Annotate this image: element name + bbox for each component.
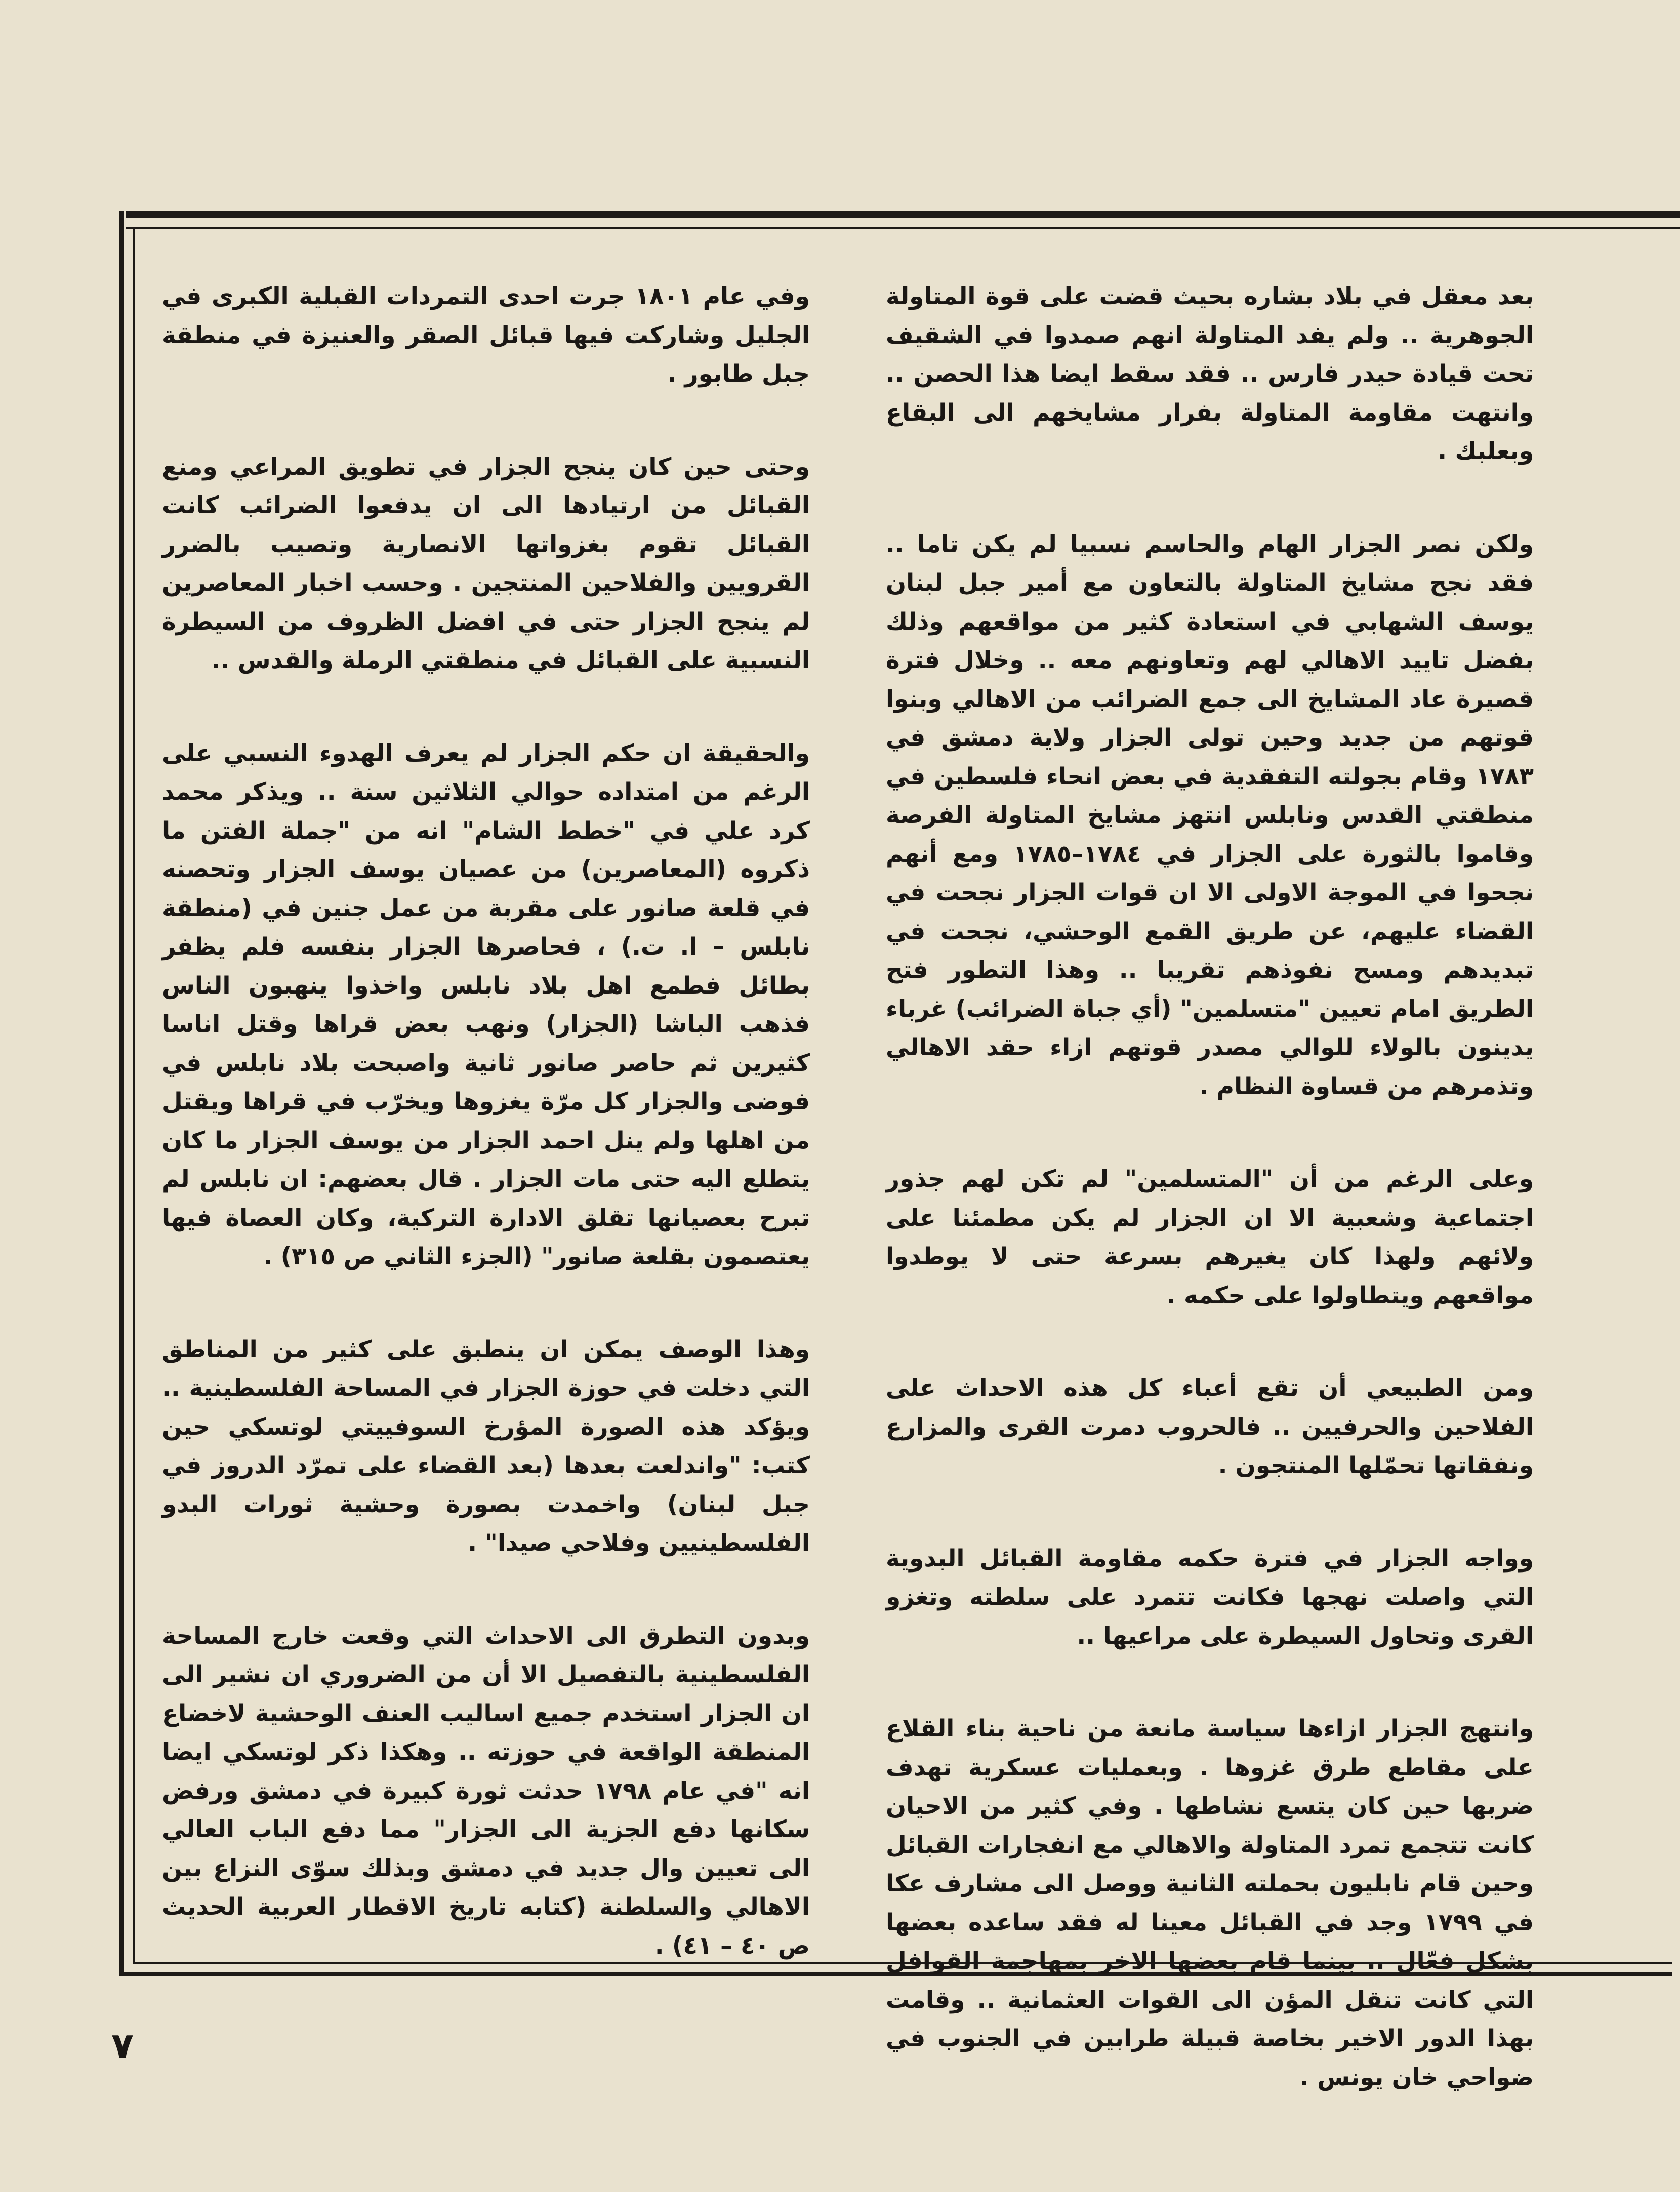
- paragraph: ولكن نصر الجزار الهام والحاسم نسبيا لم يكن تاما .. فقد نجح مشايخ المتاولة بالتعاون مع أمير جبل لبنان يوسف الشهابي في استعادة كثير من مواقعهم وذلك بفضل تاييد الاهالي لهم وتعاونهم معه .. وخلال فترة قصيرة عاد المشايخ الى جمع الضرائب من الاهالي وبنوا قوتهم من جديد وحين تولى الجزار ولاية دمشق في ١٧٨٣ وقام بجولته التفقدية في بعض انحاء فلسطين في منطقتي القدس ونابلس انتهز مشايخ المتاولة الفرصة وقاموا بالثورة على الجزار في ١٧٨٤–١٧٨٥ ومع أنهم نجحوا في الموجة الاولى الا ان قوات الجزار نجحت في القضاء عليهم، عن طريق القمع الوحشي، نجحت في تبديدهم ومسح نفوذهم تقريبا .. وهذا التطور فتح الطريق امام تعيين "متسلمين" (أي جباة الضرائب) غرباء يدينون بالولاء للوالي مصدر قوتهم ازاء حقد الاهالي وتذمرهم من قساوة النظام .: [886, 530, 1534, 1100]
- paragraph: وفي عام ١٨٠١ جرت احدى التمردات القبلية الكبرى في الجليل وشاركت فيها قبائل الصقر والعنيزة في منطقة جبل طابور .: [162, 282, 810, 388]
- paragraph: وواجه الجزار في فترة حكمه مقاومة القبائل البدوية التي واصلت نهجها فكانت تتمرد على سلطته وتغزو القرى وتحاول السيطرة على مراعيها ..: [886, 1544, 1534, 1650]
- article-column-right: [886, 277, 1534, 2097]
- paragraph: وهذا الوصف يمكن ان ينطبق على كثير من المناطق التي دخلت في حوزة الجزار في المساحة الفلسطينية .. ويؤكد هذه الصورة المؤرخ السوفييتي لوتسكي حين كتب: "واندلعت بعدها (بعد القضاء على تمرّد الدروز في جبل لبنان) واخمدت بصورة وحشية ثورات البدو الفلسطينيين وفلاحي صيدا" .: [162, 1335, 810, 1557]
- paragraph: ومن الطبيعي أن تقع أعباء كل هذه الاحداث على الفلاحين والحرفيين .. فالحروب دمرت القرى والمزارع ونفقاتها تحمّلها المنتجون .: [886, 1374, 1534, 1479]
- paragraph: وبدون التطرق الى الاحداث التي وقعت خارج المساحة الفلسطينية بالتفصيل الا أن من الضروري ان نشير الى ان الجزار استخدم جميع اساليب العنف الوحشية لاخضاع المنطقة الواقعة في حوزته .. وهكذا ذكر لوتسكي ايضا انه "في عام ١٧٩٨ حدثت ثورة كبيرة في دمشق ورفض سكانها دفع الجزية الى الجزار" مما دفع الباب العالي الى تعيين وال جديد في دمشق وبذلك سوّى النزاع بين الاهالي والسلطنة (كتابه تاريخ الاقطار العربية الحديث ص ٤٠ – ٤١) .: [162, 1622, 810, 1960]
- paragraph: والحقيقة ان حكم الجزار لم يعرف الهدوء النسبي على الرغم من امتداده حوالي الثلاثين سنة .. ويذكر محمد كرد علي في "خطط الشام" انه من "جملة الفتن ما ذكروه (المعاصرين) من عصيان يوسف الجزار وتحصنه في قلعة صانور على مقربة من عمل جنين في (منطقة نابلس – ا. ت.) ، فحاصرها الجزار بنفسه فلم يظفر بطائل فطمع اهل بلاد نابلس واخذوا ينهبون الناس فذهب الباشا (الجزار) ونهب بعض قراها وقتل اناسا كثيرين ثم حاصر صانور ثانية واصبحت بلاد نابلس في فوضى والجزار كل مرّة يغزوها ويخرّب في قراها ويقتل من اهلها ولم ينل احمد الجزار من يوسف الجزار ما كان يتطلع اليه حتى مات الجزار . قال بعضهم: ان نابلس لم تبرح بعصيانها تقلق الادارة التركية، وكان العصاة فيها يعتصمون بقلعة صانور" (الجزء الثاني ص ٣١٥) .: [162, 739, 810, 1270]
- page-number: ٧: [111, 2024, 134, 2067]
- paragraph: وحتى حين كان ينجح الجزار في تطويق المراعي ومنع القبائل من ارتيادها الى ان يدفعوا الضرائب كانت القبائل تقوم بغزواتها الانصارية وتصيب بالضرر القرويين والفلاحين المنتجين . وحسب اخبار المعاصرين لم ينجح الجزار حتى في افضل الظروف من السيطرة النسبية على القبائل في منطقتي الرملة والقدس ..: [162, 452, 810, 674]
- top-rule-thick: [126, 211, 1680, 218]
- paragraph: وانتهج الجزار ازاءها سياسة مانعة من ناحية بناء القلاع على مقاطع طرق غزوها . وبعمليات عسكرية تهدف ضربها حين كان يتسع نشاطها . وفي كثير من الاحيان كانت تتجمع تمرد المتاولة والاهالي مع انفجارات القبائل وحين قام نابليون بحملته الثانية ووصل الى مشارف عكا في ١٧٩٩ وجد في القبائل معينا له فقد ساعده بعضها بشكل فعّال .. بينما قام بعضها الاخر بمهاجمة القوافل التي كانت تنقل المؤن الى القوات العثمانية .. وقامت بهذا الدور الاخير بخاصة قبيلة طرابين في الجنوب في ضواحي خان يونس .: [886, 1715, 1534, 2091]
- top-rule-thin: [126, 227, 1680, 229]
- paragraph: وعلى الرغم من أن "المتسلمين" لم تكن لهم جذور اجتماعية وشعبية الا ان الجزار لم يكن مطمئنا على ولائهم ولهذا كان يغيرهم بسرعة حتى لا يوطدوا مواقعهم ويتطاولوا على حكمه .: [886, 1165, 1534, 1309]
- article-column-left: [162, 277, 810, 1965]
- paragraph: بعد معقل في بلاد بشاره بحيث قضت على قوة المتاولة الجوهرية .. ولم يفد المتاولة انهم صمدوا في الشقيف تحت قيادة حيدر فارس .. فقد سقط ايضا هذا الحصن .. وانتهت مقاومة المتاولة بفرار مشايخهم الى البقاع وبعلبك .: [886, 282, 1534, 465]
